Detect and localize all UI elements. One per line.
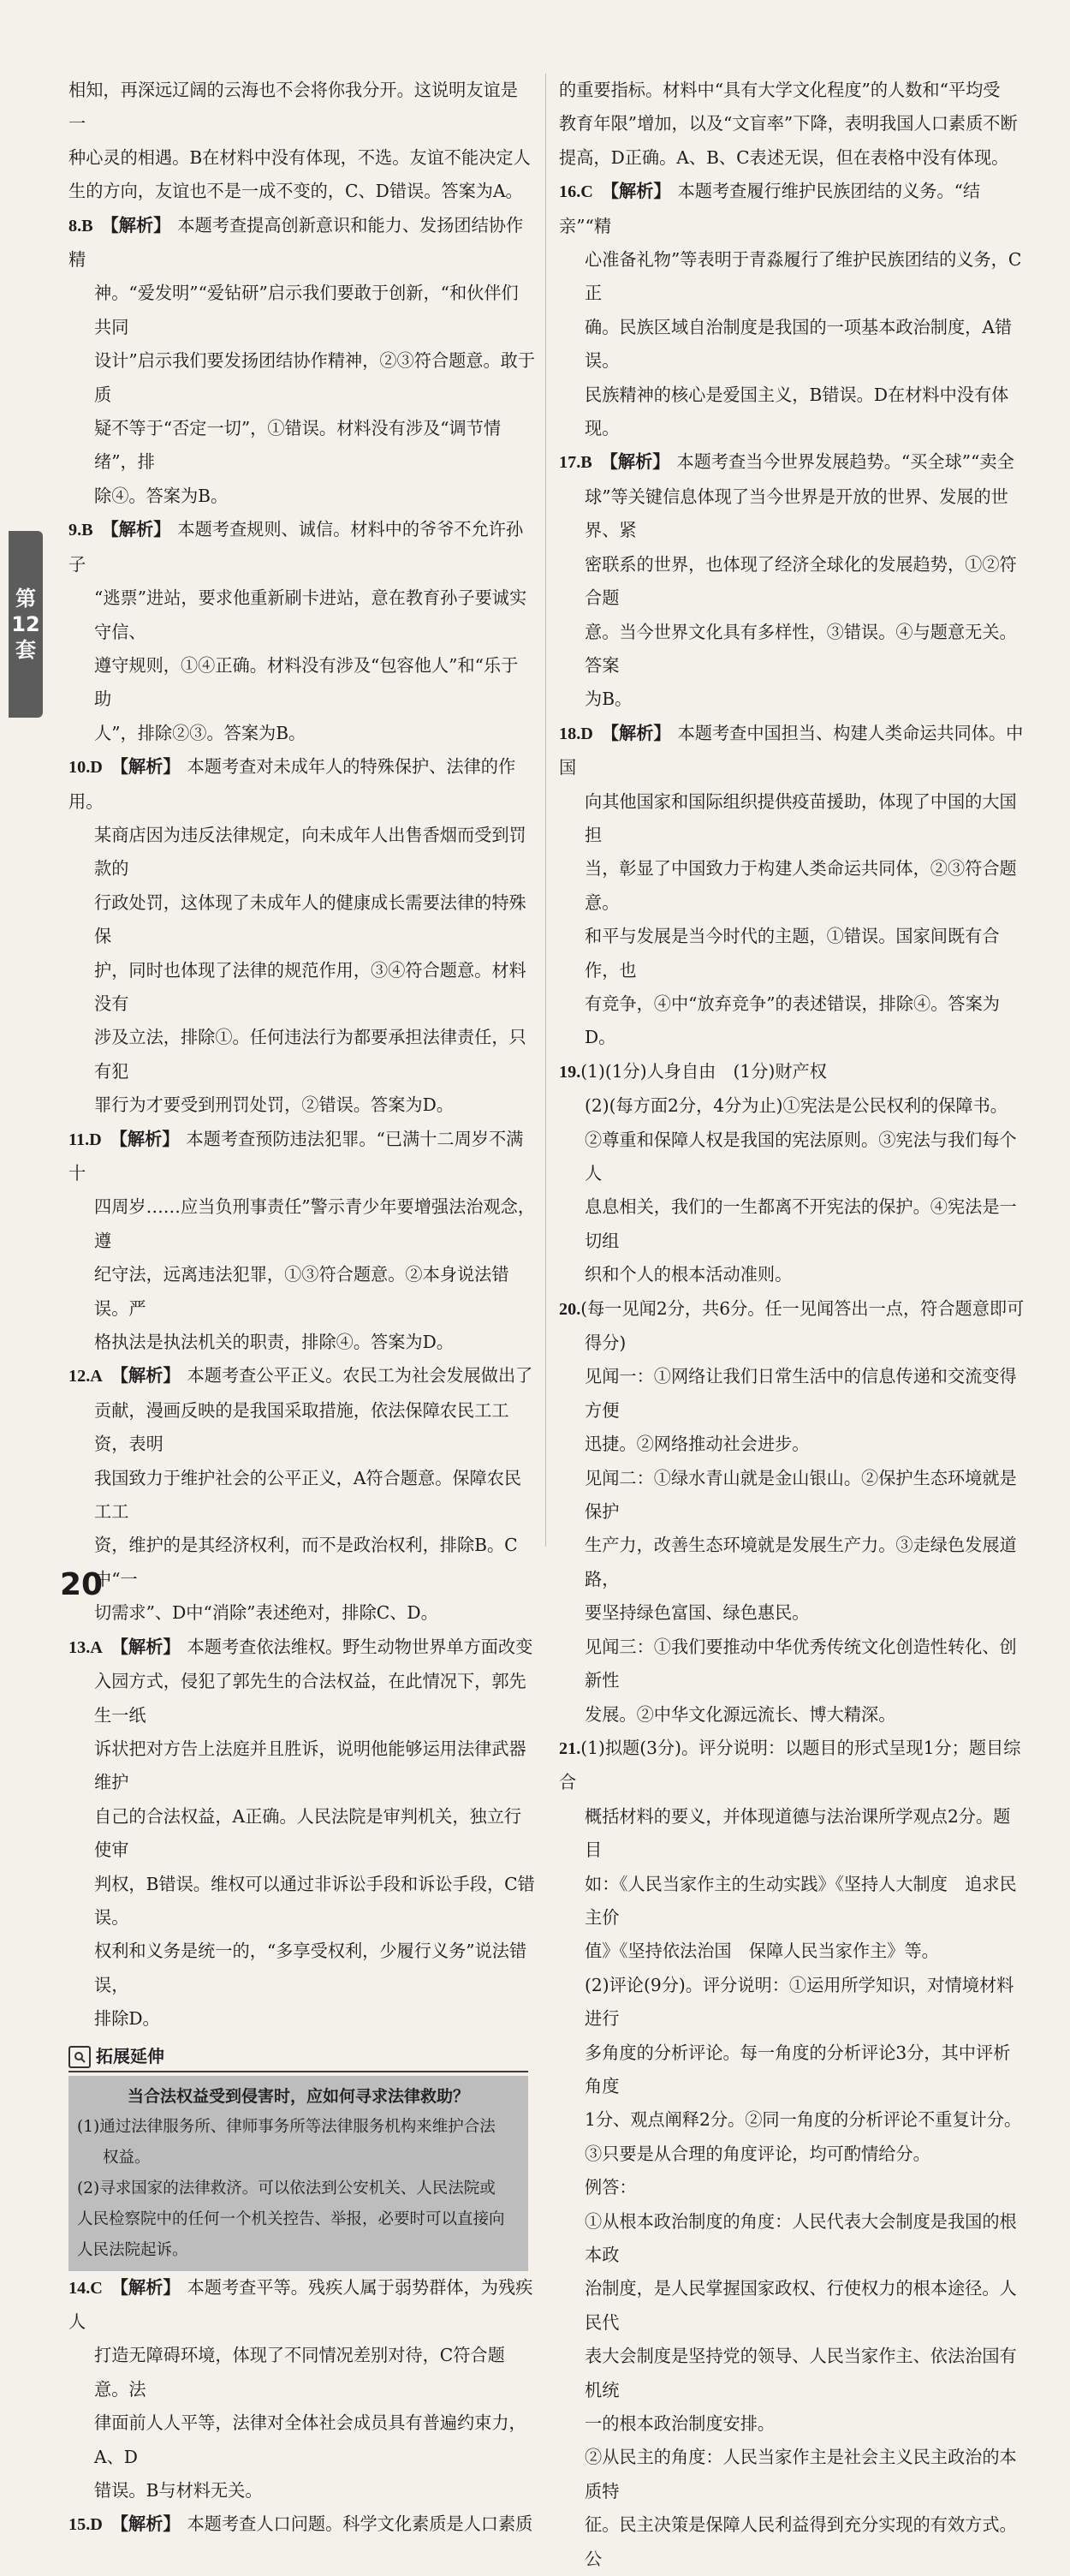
answer-text: 治制度，是人民掌握国家政权、行使权力的根本途径。人民代 bbox=[585, 2278, 1017, 2333]
answer-item bbox=[559, 445, 1025, 716]
answer-line bbox=[559, 616, 1025, 683]
question-19 bbox=[559, 1055, 1025, 1292]
answer-choice: B bbox=[580, 453, 592, 473]
analysis-text: 为B。 bbox=[585, 689, 633, 710]
analysis-text: 本题考查依法维权。野生动物世界单方面改变 bbox=[187, 1636, 533, 1657]
answer-line bbox=[559, 445, 1025, 480]
answer-line bbox=[559, 2508, 1025, 2576]
answer-line bbox=[68, 2507, 535, 2542]
question-number: 14. bbox=[68, 2278, 91, 2298]
analysis-text: 排除D。 bbox=[94, 2008, 160, 2030]
analysis-text: 遵守规则，①④正确。材料没有涉及“包容他人”和“乐于助 bbox=[94, 654, 519, 710]
answer-line bbox=[68, 717, 535, 750]
magnifier-icon bbox=[68, 2046, 91, 2068]
analysis-text: 资，维护的是其经济权利，而不是政治权利，排除B。C中“一 bbox=[94, 1535, 518, 1589]
answer-text: 息息相关，我们的一生都离不开宪法的保护。④宪法是一切组 bbox=[585, 1196, 1017, 1251]
answer-text: (每一见闻2分，共6分。任一见闻答出一点，符合题意即可 bbox=[580, 1297, 1025, 1319]
answer-line bbox=[559, 379, 1025, 446]
answer-line bbox=[68, 2339, 535, 2406]
answer-line bbox=[559, 1596, 1025, 1630]
analysis-text: 打造无障碍环境，体现了不同情况差别对待，C符合题意。法 bbox=[94, 2345, 505, 2400]
answer-line bbox=[68, 819, 535, 886]
question-number: 10. bbox=[68, 758, 91, 778]
extension-title: 拓展延伸 bbox=[96, 2045, 164, 2066]
answer-line bbox=[68, 1868, 535, 1935]
analysis-text: 密联系的世界，也体现了经济全球化的发展趋势，①②符合题 bbox=[585, 553, 1017, 609]
answer-line bbox=[68, 1800, 535, 1868]
analysis-text: 向其他国家和国际组织提供疫苗援助，体现了中国的大国担 bbox=[585, 790, 1017, 845]
answer-line bbox=[68, 1596, 535, 1630]
answer-line bbox=[559, 1698, 1025, 1732]
answer-item bbox=[559, 175, 1025, 445]
analysis-tag: 【解析】 bbox=[601, 722, 671, 743]
analysis-text: 判权，B错误。维权可以通过非诉讼手段和诉讼手段，C错误。 bbox=[94, 1873, 535, 1928]
answer-line bbox=[68, 1394, 535, 1462]
answer-text: 表大会制度是坚持党的领导、人民当家作主、依法治国有机统 bbox=[585, 2346, 1017, 2400]
analysis-text: 护，同时也体现了法律的规范作用，③④符合题意。材料没有 bbox=[94, 959, 526, 1014]
answer-line bbox=[68, 2271, 535, 2340]
answer-line bbox=[559, 1529, 1025, 1596]
analysis-text: 某商店因为违反法律规定，向未成年人出售香烟而受到罚款的 bbox=[94, 824, 526, 880]
analysis-text: 除④。答案为B。 bbox=[94, 485, 229, 506]
answer-line bbox=[559, 852, 1025, 920]
answer-text: 发展。②中华文化源远流长、博大精深。 bbox=[585, 1703, 896, 1725]
answer-text: 得分) bbox=[585, 1333, 627, 1354]
set-number-tab bbox=[9, 531, 43, 718]
analysis-text: 贡献，漫画反映的是我国采取措施，依法保障农民工工资，表明 bbox=[94, 1399, 509, 1455]
answer-line bbox=[68, 1326, 535, 1359]
answer-line bbox=[68, 750, 535, 819]
answer-line bbox=[68, 1021, 535, 1088]
analysis-tag: 【解析】 bbox=[110, 1128, 180, 1149]
analysis-text: 四周岁……应当负刑事责任”警示青少年要增强法治观念，遵 bbox=[94, 1196, 536, 1251]
analysis-tag: 【解析】 bbox=[110, 2276, 181, 2298]
answer-text: (1)拟题(3分)。评分说明：以题目的形式呈现1分；题目综合 bbox=[559, 1737, 1021, 1793]
extension-header bbox=[68, 2043, 528, 2072]
analysis-text: 诉状把对方告上法庭并且胜诉，说明他能够运用法律武器维护 bbox=[94, 1738, 526, 1793]
answer-text: 概括材料的要义，并体现道德与法治课所学观点2分。题目 bbox=[585, 1805, 1011, 1861]
answer-line bbox=[559, 785, 1025, 853]
answer-choice: D bbox=[89, 1130, 102, 1149]
answer-line bbox=[68, 480, 535, 513]
answer-line bbox=[559, 1969, 1025, 2036]
answer-choice: A bbox=[90, 1367, 103, 1386]
analysis-tag: 【解析】 bbox=[110, 1365, 181, 1386]
answer-choice: C bbox=[580, 182, 593, 202]
side-tab-number: 12 bbox=[11, 612, 40, 636]
answer-line bbox=[559, 920, 1025, 987]
analysis-text: 有竞争，④中“放弃竞争”的表述错误，排除④。答案为D。 bbox=[585, 993, 1000, 1048]
question-number: 19. bbox=[559, 1062, 581, 1082]
answer-line bbox=[559, 311, 1025, 379]
answer-line bbox=[559, 1868, 1025, 1935]
left-column bbox=[68, 74, 535, 2543]
answer-line bbox=[68, 1529, 535, 1596]
analysis-text: 本题考查中国担当、构建人类命运共同体。中国 bbox=[559, 722, 1024, 778]
extension-line: 人民法院起诉。 bbox=[77, 2240, 188, 2259]
answer-line bbox=[68, 649, 535, 717]
answer-line bbox=[68, 2406, 535, 2474]
analysis-text: 本题考查规则、诚信。材料中的爷爷不允许孙子 bbox=[68, 519, 524, 575]
analysis-text: 人”，排除②③。答案为B。 bbox=[94, 722, 306, 743]
analysis-text: 本题考查人口问题。科学文化素质是人口素质 bbox=[187, 2513, 533, 2535]
analysis-text: “逃票”进站，要求他重新刷卡进站，意在教育孙子要诚实守信、 bbox=[94, 587, 527, 642]
question-number: 8. bbox=[68, 216, 82, 236]
analysis-text: 罪行为才要受到刑罚处罚，②错误。答案为D。 bbox=[94, 1094, 454, 1116]
side-tab-char-1: 第 bbox=[15, 587, 36, 611]
answer-text: 生产力，改善生态环境就是发展生产力。③走绿色发展道路， bbox=[585, 1535, 1017, 1589]
analysis-tag: 【解析】 bbox=[110, 756, 181, 778]
answer-line bbox=[559, 2036, 1025, 2104]
answer-text: (1)(1分)人身自由 (1分)财产权 bbox=[580, 1060, 827, 1082]
answer-text: 例答： bbox=[585, 2177, 637, 2198]
answer-line bbox=[559, 1360, 1025, 1428]
answer-line bbox=[559, 1258, 1025, 1291]
answer-item bbox=[68, 1359, 535, 1630]
analysis-text: 律面前人人平等，法律对全体社会成员具有普遍约束力，A、D bbox=[94, 2412, 526, 2467]
analysis-text: 纪守法，远离违法犯罪，①③符合题意。②本身说法错误。严 bbox=[94, 1264, 509, 1319]
answer-text: 见闻三：①我们要推动中华优秀传统文化创造性转化、创新性 bbox=[585, 1636, 1017, 1691]
question-number: 16. bbox=[559, 182, 581, 202]
answer-text: ①从根本政治制度的角度：人民代表大会制度是我国的根本政 bbox=[585, 2210, 1017, 2265]
answer-line bbox=[68, 344, 535, 412]
answer-line bbox=[559, 2138, 1025, 2171]
answer-line bbox=[68, 1665, 535, 1732]
answer-line bbox=[559, 683, 1025, 716]
analysis-text: 本题考查预防违法犯罪。“已满十二周岁不满十 bbox=[68, 1128, 524, 1184]
extension-question: 当合法权益受到侵害时，应如何寻求法律救助？ bbox=[127, 2086, 469, 2106]
answer-line bbox=[68, 412, 535, 480]
answer-text: 一的根本政治制度安排。 bbox=[585, 2413, 776, 2435]
answer-line bbox=[68, 1190, 535, 1258]
answer-text: 如：《人民当家作主的生动实践》《坚持人大制度 追求民主价 bbox=[585, 1873, 1017, 1928]
analysis-text: 本题考查对未成年人的特殊保护、法律的作用。 bbox=[68, 756, 516, 812]
extension-line: 人民检察院中的任何一个机关控告、举报，必要时可以直接向 bbox=[77, 2209, 505, 2228]
answer-text: ③只要是从合理的角度评论，均可酌情给分。 bbox=[585, 2143, 930, 2164]
analysis-text: 本题考查履行维护民族团结的义务。“结亲”“精 bbox=[559, 181, 981, 236]
answer-choice: D bbox=[90, 758, 103, 778]
analysis-text: 和平与发展是当今时代的主题，①错误。国家间既有合作，也 bbox=[585, 926, 1000, 981]
question-21 bbox=[559, 1732, 1025, 2576]
extension-line: (1)通过法律服务所、律师事务所等法律服务机构来维护合法 bbox=[77, 2117, 496, 2136]
text-line: 的重要指标。材料中“具有大学文化程度”的人数和“平均受 bbox=[559, 80, 1001, 100]
answer-line bbox=[68, 954, 535, 1022]
answer-item bbox=[68, 2507, 535, 2542]
answer-line bbox=[559, 2441, 1025, 2508]
answer-line bbox=[559, 717, 1025, 785]
answer-text: 要坚持绿色富国、绿色惠民。 bbox=[585, 1602, 810, 1624]
answer-line bbox=[559, 1631, 1025, 1698]
analysis-text: 自己的合法权益，A正确。人民法院是审判机关，独立行使审 bbox=[94, 1805, 522, 1861]
answer-line bbox=[559, 243, 1025, 311]
answer-text: 征。民主决策是保障人民利益得到充分实现的有效方式。公 bbox=[585, 2514, 1017, 2569]
answer-text: (2)(每方面2分，4分为止)①宪法是公民权利的保障书。 bbox=[585, 1095, 1008, 1117]
analysis-text: 格执法是执法机关的职责，排除④。答案为D。 bbox=[94, 1332, 454, 1353]
analysis-text: 心准备礼物”等表明于青淼履行了维护民族团结的义务，C正 bbox=[585, 249, 1022, 304]
answer-line bbox=[68, 1732, 535, 1800]
answer-choice: B bbox=[81, 521, 93, 540]
answer-item bbox=[559, 717, 1025, 1055]
text-line: 相知，再深远辽阔的云海也不会将你我分开。这说明友谊是一 bbox=[68, 80, 518, 134]
continued-text bbox=[559, 74, 1025, 175]
answer-line bbox=[68, 581, 535, 649]
answer-text: 见闻二：①绿水青山就是金山银山。②保护生态环境就是保护 bbox=[585, 1467, 1017, 1523]
answer-choice: D bbox=[580, 724, 593, 743]
question-number: 17. bbox=[559, 453, 581, 473]
answer-line bbox=[68, 277, 535, 344]
answer-choice: B bbox=[81, 216, 93, 236]
answer-line bbox=[68, 1258, 535, 1326]
analysis-tag: 【解析】 bbox=[110, 1636, 181, 1657]
answer-line bbox=[68, 513, 535, 581]
answer-line bbox=[559, 1292, 1025, 1327]
analysis-text: 当，彰显了中国致力于构建人类命运共同体，②③符合题意。 bbox=[585, 858, 1017, 913]
analysis-text: 意。当今世界文化具有多样性，③错误。④与题意无关。答案 bbox=[585, 621, 1017, 676]
answer-item bbox=[68, 513, 535, 750]
answer-item bbox=[68, 1631, 535, 2036]
answer-line bbox=[68, 2474, 535, 2507]
answer-line bbox=[68, 1462, 535, 1530]
answer-line bbox=[559, 1055, 1025, 1089]
answer-item bbox=[68, 209, 535, 514]
question-number: 18. bbox=[559, 724, 581, 743]
analysis-tag: 【解析】 bbox=[110, 2513, 181, 2535]
answer-line bbox=[559, 1124, 1025, 1191]
answer-line bbox=[559, 1190, 1025, 1258]
answer-line bbox=[559, 1428, 1025, 1461]
analysis-text: 涉及立法，排除①。任何违法行为都要承担法律责任，只有犯 bbox=[94, 1027, 526, 1082]
answer-line bbox=[559, 2205, 1025, 2273]
right-column bbox=[559, 74, 1025, 2576]
text-line: 提高，D正确。A、B、C表述无误，但在表格中没有体现。 bbox=[559, 146, 1009, 168]
analysis-text: 设计”启示我们要发扬团结协作精神，②③符合题意。敢于质 bbox=[94, 350, 536, 405]
analysis-text: 错误。B与材料无关。 bbox=[94, 2480, 263, 2501]
analysis-text: 权利和义务是统一的，“多享受权利，少履行义务”说法错误， bbox=[94, 1941, 527, 1995]
answer-choice: C bbox=[90, 2278, 103, 2298]
question-number: 13. bbox=[68, 1637, 91, 1657]
extension-box bbox=[68, 2076, 528, 2271]
column-divider bbox=[545, 74, 546, 1547]
answer-line bbox=[559, 1462, 1025, 1530]
answer-line bbox=[559, 1935, 1025, 1968]
answer-line bbox=[559, 1800, 1025, 1868]
answer-line bbox=[559, 2340, 1025, 2407]
answer-line bbox=[559, 1327, 1025, 1360]
analysis-tag: 【解析】 bbox=[600, 451, 670, 473]
answer-line bbox=[68, 1088, 535, 1122]
extension-line: 权益。 bbox=[103, 2148, 151, 2167]
analysis-text: 入园方式，侵犯了郭先生的合法权益，在此情况下，郭先生一纸 bbox=[94, 1671, 526, 1726]
analysis-text: 神。“爱发明”“爱钻研”启示我们要敢于创新，“和伙伴们共同 bbox=[94, 283, 519, 337]
analysis-text: 球”等关键信息体现了当今世界是开放的世界、发展的世界、紧 bbox=[585, 486, 1008, 541]
answer-line bbox=[559, 1732, 1025, 1800]
question-number: 15. bbox=[68, 2515, 91, 2535]
analysis-text: 疑不等于“否定一切”，①错误。材料没有涉及“调节情绪”，排 bbox=[94, 418, 502, 473]
analysis-text: 切需求”、D中“消除”表述绝对，排除C、D。 bbox=[94, 1602, 438, 1624]
answer-line bbox=[68, 1935, 535, 2002]
answer-line bbox=[559, 175, 1025, 243]
analysis-tag: 【解析】 bbox=[101, 214, 171, 236]
answer-text: ②尊重和保障人权是我国的宪法原则。③宪法与我们每个人 bbox=[585, 1129, 1017, 1184]
answer-line bbox=[559, 2171, 1025, 2204]
answer-text: 多角度的分析评论。每一角度的分析评论3分，其中评析角度 bbox=[585, 2042, 1011, 2096]
answer-line bbox=[68, 1123, 535, 1191]
analysis-text: 行政处罚，这体现了未成年人的健康成长需要法律的特殊保 bbox=[94, 891, 526, 947]
answer-item bbox=[68, 2271, 535, 2508]
answer-item bbox=[68, 1123, 535, 1360]
text-line: 生的方向，友谊也不是一成不变的，C、D错误。答案为A。 bbox=[68, 181, 523, 202]
answer-choice: A bbox=[90, 1637, 103, 1657]
question-number: 20. bbox=[559, 1299, 581, 1319]
answer-line bbox=[559, 480, 1025, 548]
answer-line bbox=[68, 2002, 535, 2036]
answer-text: 见闻一：①网络让我们日常生活中的信息传递和交流变得方便 bbox=[585, 1366, 1017, 1421]
analysis-text: 本题考查平等。残疾人属于弱势群体，为残疾人 bbox=[68, 2276, 533, 2332]
answer-line bbox=[559, 1089, 1025, 1123]
analysis-text: 本题考查公平正义。农民工为社会发展做出了 bbox=[187, 1365, 533, 1386]
answer-line bbox=[559, 987, 1025, 1055]
page-number: 20 bbox=[60, 1567, 104, 1602]
analysis-tag: 【解析】 bbox=[101, 519, 171, 540]
question-number: 12. bbox=[68, 1367, 91, 1386]
answer-text: 迅捷。②网络推动社会进步。 bbox=[585, 1434, 810, 1455]
continued-text bbox=[68, 74, 535, 209]
text-line: 种心灵的相遇。B在材料中没有体现，不选。友谊不能决定人 bbox=[68, 146, 531, 168]
question-number: 11. bbox=[68, 1130, 90, 1149]
side-tab-char-2: 套 bbox=[15, 638, 36, 662]
answer-choice: D bbox=[90, 2515, 103, 2535]
answer-line bbox=[559, 2103, 1025, 2137]
answer-text: 1分、观点阐释2分。②同一角度的分析评论不重复计分。 bbox=[585, 2109, 1022, 2131]
analysis-tag: 【解析】 bbox=[601, 181, 671, 202]
answer-line bbox=[68, 886, 535, 954]
answer-text: 织和个人的根本活动准则。 bbox=[585, 1264, 793, 1285]
answer-text: 值》《坚持依法治国 保障人民当家作主》等。 bbox=[585, 1941, 939, 1962]
answer-text: ②从民主的角度：人民当家作主是社会主义民主政治的本质特 bbox=[585, 2447, 1017, 2501]
analysis-text: 本题考查当今世界发展趋势。“买全球”“卖全 bbox=[676, 451, 1014, 473]
answer-item bbox=[68, 750, 535, 1122]
answer-line bbox=[559, 2272, 1025, 2340]
analysis-text: 我国致力于维护社会的公平正义，A符合题意。保障农民工工 bbox=[94, 1467, 522, 1523]
answer-line bbox=[559, 548, 1025, 616]
extension-line: (2)寻求国家的法律救济。可以依法到公安机关、人民法院或 bbox=[77, 2179, 496, 2197]
question-number: 9. bbox=[68, 521, 82, 540]
analysis-text: 确。民族区域自治制度是我国的一项基本政治制度，A错误。 bbox=[585, 316, 1013, 372]
question-number: 21. bbox=[559, 1738, 581, 1758]
analysis-text: 本题考查提高创新意识和能力、发扬团结协作精 bbox=[68, 214, 524, 271]
question-20 bbox=[559, 1292, 1025, 1732]
answer-text: (2)评论(9分)。评分说明：①运用所学知识，对情境材料进行 bbox=[585, 1974, 1014, 2030]
answer-line bbox=[559, 2407, 1025, 2441]
answer-line bbox=[68, 209, 535, 277]
answer-line bbox=[68, 1359, 535, 1393]
analysis-text: 民族精神的核心是爱国主义，B错误。D在材料中没有体现。 bbox=[585, 384, 1009, 439]
text-line: 教育年限”增加，以及“文盲率”下降，表明我国人口素质不断 bbox=[559, 113, 1018, 134]
